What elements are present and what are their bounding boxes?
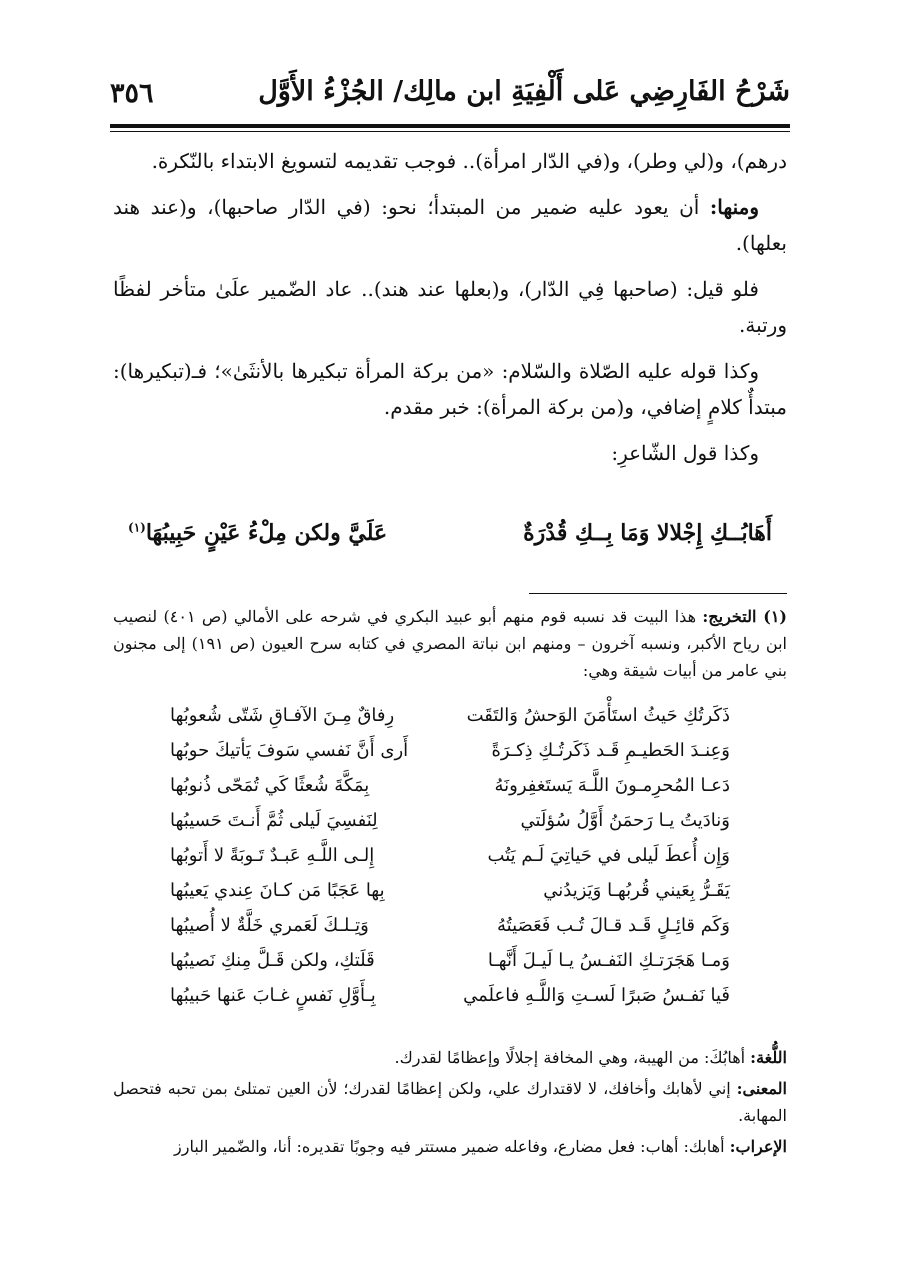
poem-line — [170, 808, 730, 843]
paragraph-3: فلو قيل: (صاحبها فِي الدّار)، و(بعلها عند هند).. عاد الضّمير علَىٰ متأخر لفظًا ورتبة. — [113, 277, 787, 337]
poem-line — [170, 913, 730, 948]
poem-line-right: وَمـا هَجَرَتـكِ النَفـسُ يـا لَيـلَ أَنَّهـا — [487, 950, 730, 971]
note-lugha-text: أهابُكَ: من الهيبة، وهي المخافة إجلالًا وإعظامًا لقدرك. — [394, 1048, 751, 1067]
footnote-text: هذا البيت قد نسبه قوم منهم أبو عبيد البكري في شرحه على الأمالي (ص ٤٠١) لنصيب ابن رياح الأكبر، ونسبه آخرون – ومنهم ابن نباتة المصري في كتابه سرح العيون (ص ١٩١) إلى مجنون بني عامر من أبيات شيقة وهي: — [113, 607, 788, 680]
note-lugha-label: اللُّغة: — [750, 1048, 787, 1067]
note-irab-text: أهابك: أهاب: فعل مضارع، وفاعله ضمير مستتر فيه وجوبًا تقديره: أنا، والضّمير البارز — [173, 1137, 730, 1156]
poem-line — [170, 738, 730, 773]
footnote-paragraph — [113, 603, 787, 684]
main-text — [113, 143, 787, 481]
paragraph-5: وكذا قول الشّاعرِ: — [611, 441, 759, 465]
poem-line-right: فَيا نَفـسُ صَبرًا لَسـتِ وَاللَّـهِ فاعلَمي — [463, 985, 730, 1006]
note-irab — [113, 1133, 787, 1160]
poem-line — [170, 878, 730, 913]
footnote-label: (١) التخريج: — [702, 607, 787, 626]
poem-line-left: وَتِـلـكَ لَعَمري خَلَّةٌ لا أُصيبُها — [170, 915, 369, 936]
verse-first-hemistich: أَهَابُــكِ إِجْلالا وَمَا بِــكِ قُدْرَةٌ — [523, 520, 772, 546]
note-irab-label: الإعراب: — [729, 1137, 787, 1156]
poem-line-left: لِنَفسِيَ لَيلى ثُمَّ أَنـتَ حَسيبُها — [170, 810, 378, 831]
note-maana-text: إني لأهابك وأخافك، لا لاقتدارك علي، ولكن إعظامًا لقدرك؛ لأن العين تمتلئ بمن تحبه فتحصل المهابة. — [113, 1079, 787, 1125]
poem-line-right: يَقَـرُّ بِعَيني قُربُهـا وَيَزيدُني — [543, 880, 730, 901]
footnote-marker: (١) — [128, 520, 146, 535]
paragraph-2-text: أن يعود عليه ضمير من المبتدأ؛ نحو: (في الدّار صاحبها)، و(عند هند بعلها). — [113, 195, 787, 255]
poem-line-left: رِفاقٌ مِـنَ الآفـاقِ شَتّى شُعوبُها — [170, 705, 395, 726]
footnote-separator — [529, 593, 787, 594]
verse-notes — [113, 1044, 787, 1164]
poem-line — [170, 843, 730, 878]
poem-line-left: بِها عَجَبًا مَن كـانَ عِندي يَعيبُها — [170, 880, 385, 901]
poem-line-left: بِـأَوَّلِ نَفسٍ غـابَ عَنها حَبيبُها — [170, 985, 376, 1006]
poem-line-right: وَنادَيتُ يـا رَحمَنُ أَوَّلُ سُؤلَتي — [520, 810, 730, 831]
poem-verses — [170, 703, 730, 1018]
poem-line-right: ذَكَرتُكِ حَيثُ استَأْمَنَ الوَحشُ وَالتَقَت — [466, 705, 730, 726]
page-header — [110, 70, 790, 120]
header-rule-thick — [110, 124, 790, 128]
footnote — [113, 603, 787, 684]
poem-line-right: وَعِنـدَ الحَطيـمِ قَـد ذَكَرتُـكِ ذِكـرَةً — [491, 740, 730, 761]
header-rule-thin — [110, 131, 790, 132]
paragraph-1: درهم)، و(لي وطر)، و(في الدّار امرأة).. فوجب تقديمه لتسويغ الابتداء بالنّكرة. — [151, 149, 787, 173]
note-maana-label: المعنى: — [736, 1079, 787, 1098]
poem-line-left: أَرى أَنَّ نَفسي سَوفَ يَأتيكَ حوبُها — [170, 740, 409, 761]
poem-line — [170, 983, 730, 1018]
poem-line — [170, 773, 730, 808]
poem-line-left: إِلـى اللَّـهِ عَبـدٌ تَـوبَةً لا أَتوبُها — [170, 845, 375, 866]
poem-line-right: دَعـا المُحرِمـونَ اللَّـهَ يَستَغفِرونَهُ — [494, 775, 730, 796]
verse-second-text: عَلَيَّ ولكن مِلْءُ عَيْنٍ حَبِيبُهَا — [145, 520, 388, 546]
poem-line — [170, 703, 730, 738]
poem-line-right: وَكَم قائِـلٍ قَـد قـالَ تُـب فَعَصَيتُهُ — [497, 915, 730, 936]
verse-second-hemistich — [128, 520, 387, 546]
running-title: شَرْحُ الفَارِضِي عَلى أَلْفِيَةِ ابن مالِك/ الجُزْءُ الأَوَّل — [258, 76, 790, 107]
paragraph-2 — [113, 189, 787, 261]
quoted-verse — [128, 520, 772, 560]
poem-line-right: وَإِن أُعطَ لَيلى في حَياتِيَ لَـم يَتُب — [487, 845, 730, 866]
poem-line-left: قَلَتكِ، ولكن قَـلَّ مِنكِ نَصيبُها — [170, 950, 375, 971]
poem-line-left: بِمَكَّةَ شُعثًا كَي تُمَحّى ذُنوبُها — [170, 775, 370, 796]
page-number: ٣٥٦ — [110, 78, 154, 109]
note-maana — [113, 1075, 787, 1129]
paragraph-2-label: ومنها: — [709, 195, 759, 219]
note-lugha — [113, 1044, 787, 1071]
paragraph-4: وكذا قوله عليه الصّلاة والسّلام: «من بركة المرأة تبكيرها بالأنثَىٰ»؛ فـ(تبكيرها): مبتدأٌ كلامٍ إضافي، و(من بركة المرأة): خبر مقدم. — [113, 359, 787, 419]
poem-line — [170, 948, 730, 983]
